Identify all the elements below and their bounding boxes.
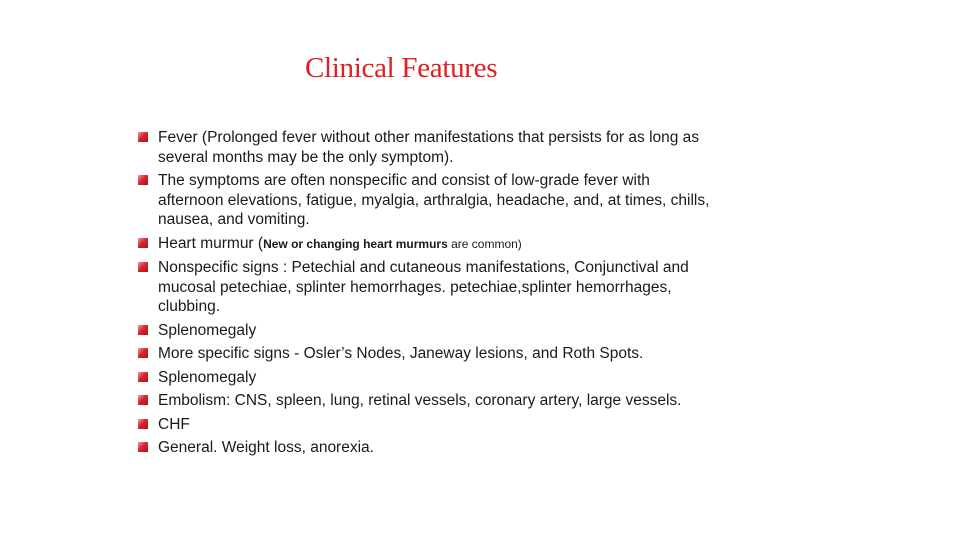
bullet-splenomegaly	[136, 321, 716, 341]
bullet-text: Splenomegaly	[158, 368, 257, 386]
bullet-chf	[136, 415, 716, 435]
bullet-square-icon	[138, 372, 148, 382]
bullet-text: Splenomegaly	[158, 321, 257, 339]
bullet-embolism	[136, 391, 716, 411]
bullet-square-icon	[138, 348, 148, 358]
bullet-text: The symptoms are often nonspecific and consist of low-grade fever with afternoon elevations, fatigue, myalgia, arthralgia, headache, and, at times, chills, nausea, and vomiting.	[158, 172, 710, 228]
slide-title: Clinical Features	[305, 52, 498, 84]
bullet-fever	[136, 128, 716, 167]
bullet-list	[136, 128, 716, 462]
bullet-specific-signs	[136, 344, 716, 364]
bullet-symptoms	[136, 171, 716, 230]
bullet-text: Nonspecific signs : Petechial and cutaneous manifestations, Conjunctival and mucosal petechiae, splinter hemorrhages. petechiae,splinter hemorrhages, clubbing.	[158, 259, 689, 315]
bullet-square-icon	[138, 395, 148, 405]
bullet-heart-murmur	[136, 234, 716, 255]
bullet-text: More specific signs - Osler’s Nodes, Janeway lesions, and Roth Spots.	[158, 345, 644, 362]
bullet-square-icon	[138, 175, 148, 185]
bullet-text-small: are common)	[447, 236, 522, 251]
bullet-square-icon	[138, 442, 148, 452]
bullet-text: CHF	[158, 415, 190, 433]
bullet-splenomegaly-2	[136, 368, 716, 388]
bullet-square-icon	[138, 325, 148, 335]
bullet-text-bold: New or changing heart murmurs	[263, 236, 448, 251]
bullet-square-icon	[138, 238, 148, 248]
bullet-text: Fever (Prolonged fever without other manifestations that persists for as long as several months may be the only symptom).	[158, 129, 700, 166]
bullet-general	[136, 438, 716, 458]
bullet-nonspecific-signs	[136, 258, 716, 317]
bullet-text: Heart murmur (	[158, 234, 264, 252]
bullet-text: Embolism: CNS, spleen, lung, retinal vessels, coronary artery, large vessels.	[158, 392, 682, 409]
bullet-square-icon	[138, 419, 148, 429]
bullet-text: General. Weight loss, anorexia.	[158, 439, 374, 456]
bullet-square-icon	[138, 132, 148, 142]
bullet-square-icon	[138, 262, 148, 272]
